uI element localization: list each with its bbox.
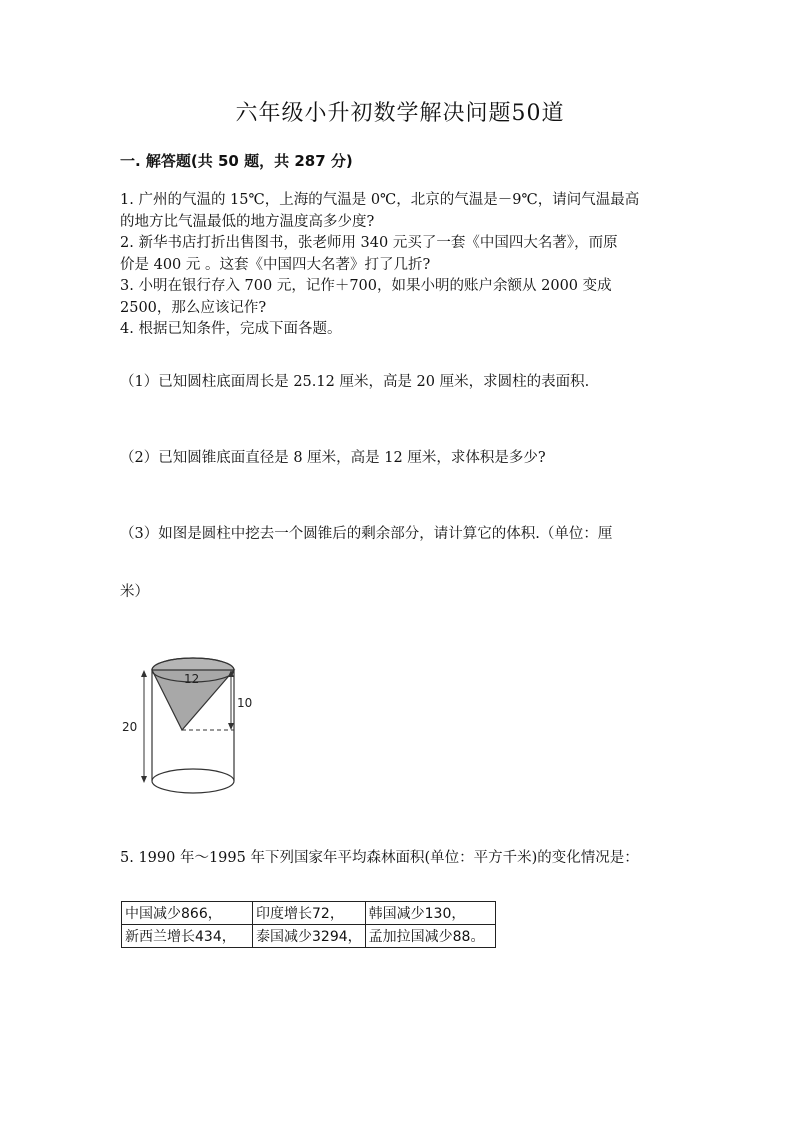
question-4-sub-3-line-2: 米）	[120, 584, 149, 600]
cylinder-bottom-ellipse	[152, 769, 234, 793]
page-title: 六年级小升初数学解决问题50道	[235, 101, 565, 126]
forest-area-table	[121, 901, 496, 948]
question-2-line-1: 2. 新华书店打折出售图书，张老师用 340 元买了一套《中国四大名著》，而原	[120, 235, 618, 251]
table-cell: 新西兰增长434，	[122, 925, 253, 948]
table-cell: 印度增长72，	[253, 902, 366, 925]
question-1-line-2: 的地方比气温最低的地方温度高多少度?	[120, 214, 375, 230]
question-4-line-1: 4. 根据已知条件，完成下面各题。	[120, 321, 342, 337]
table-cell: 韩国减少130，	[365, 902, 495, 925]
label-cone-height: 10	[237, 696, 253, 710]
table-cell: 泰国减少3294，	[253, 925, 366, 948]
question-3-line-1: 3. 小明在银行存入 700 元，记作＋700，如果小明的账户余额从 2000 变成	[120, 278, 612, 294]
label-cylinder-height: 20	[122, 720, 138, 734]
question-4-sub-3-line-1: （3）如图是圆柱中挖去一个圆锥后的剩余部分，请计算它的体积.（单位：厘	[120, 526, 613, 542]
question-5-line-1: 5. 1990 年～1995 年下列国家年平均森林面积(单位：平方千米)的变化情况是：	[120, 850, 639, 866]
question-4-sub-1: （1）已知圆柱底面周长是 25.12 厘米，高是 20 厘米，求圆柱的表面积.	[120, 374, 590, 390]
question-3-line-2: 2500，那么应该记作?	[120, 300, 267, 316]
label-diameter: 12	[184, 672, 200, 686]
table-row	[122, 925, 496, 948]
question-1-line-1: 1. 广州的气温的 15℃，上海的气温是 0℃，北京的气温是－9℃，请问气温最高	[120, 192, 640, 208]
question-2-line-2: 价是 400 元 。这套《中国四大名著》打了几折?	[120, 257, 431, 273]
table-cell: 中国减少866，	[122, 902, 253, 925]
cylinder-cone-figure	[118, 648, 268, 798]
section-heading: 一. 解答题(共 50 题，共 287 分)	[120, 152, 353, 170]
table-cell: 孟加拉国减少88。	[365, 925, 495, 948]
table-row	[122, 902, 496, 925]
question-4-sub-2: （2）已知圆锥底面直径是 8 厘米，高是 12 厘米，求体积是多少?	[120, 450, 546, 466]
